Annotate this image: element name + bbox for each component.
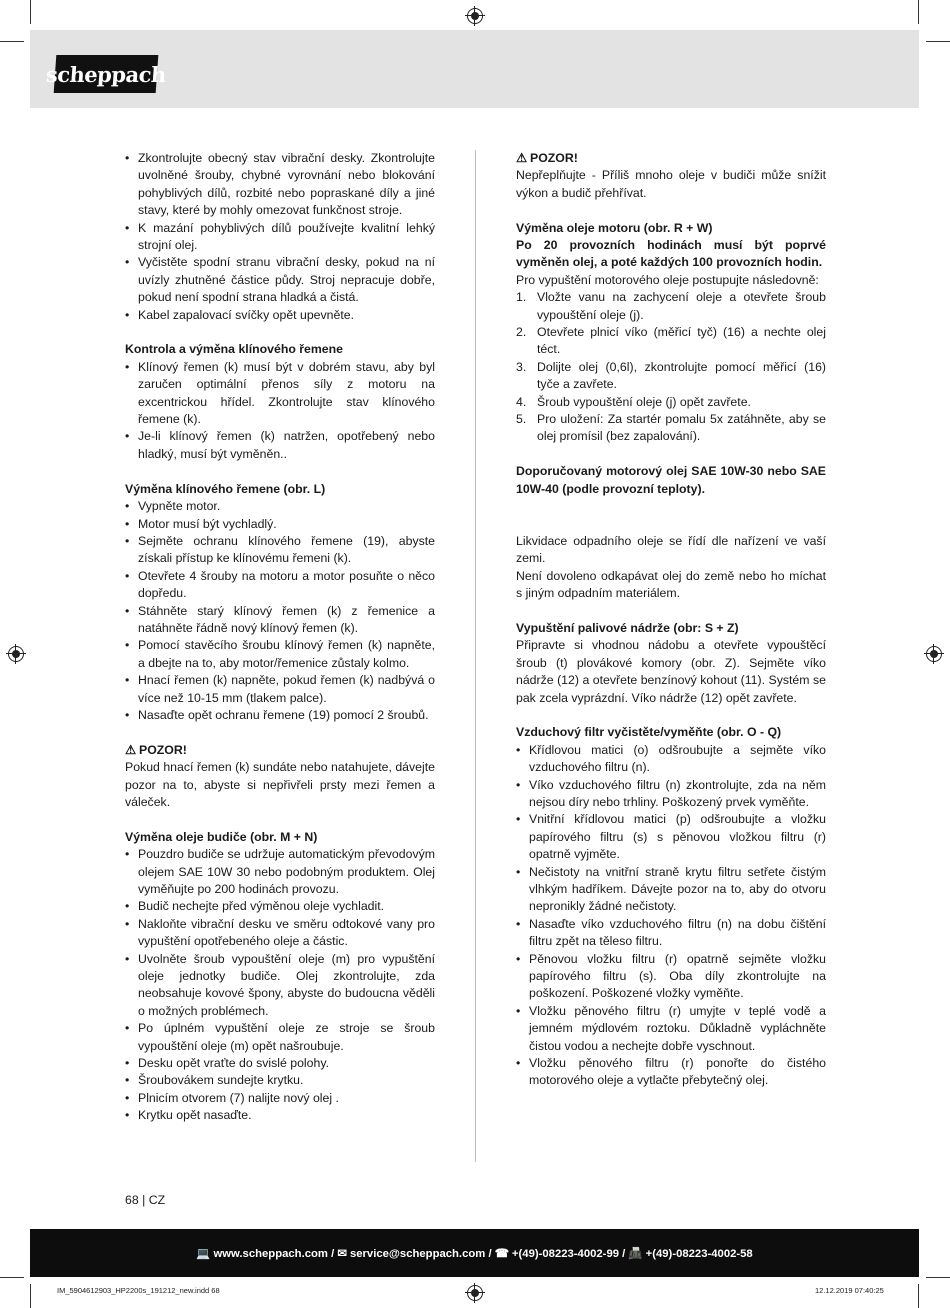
contact-line: 💻 www.scheppach.com / ✉ service@scheppach.com / ☎ +(49)-08223-4002-99 / 📠 +(49)-08223-4002-58 — [196, 1247, 753, 1260]
warning-triangle-icon: ⚠ — [516, 151, 528, 165]
list-item — [516, 289, 826, 324]
list-item: • Šroubovákem sundejte krytku. — [125, 1072, 435, 1089]
list-item: • Desku opět vraťte do svislé polohy. — [125, 1055, 435, 1072]
crop-mark — [918, 0, 919, 24]
list-item: • Nasaďte opět ochranu řemene (19) pomocí 2 šroubů. — [125, 707, 435, 724]
list-item: • Vyčistěte spodní stranu vibrační desky, pokud na ní uvízly zhutněné částice půdy. Stroj nepracuje dobře, pokud není spodní strana hladká a čistá. — [125, 254, 435, 306]
contact-footer — [30, 1229, 919, 1277]
print-file-info: IM_5904612903_HP2200s_191212_new.indd 68 — [57, 1286, 220, 1295]
warning-triangle-icon: ⚠ — [125, 742, 137, 757]
crop-mark — [30, 1284, 31, 1308]
page-number-value: 68 — [125, 1193, 139, 1207]
list-item: • Křídlovou matici (o) odšroubujte a sejměte víko vzduchového filtru (n). — [516, 742, 826, 777]
list-item: • K mazání pohyblivých dílů používejte kvalitní lehký strojní olej. — [125, 220, 435, 255]
section-heading: Výměna oleje motoru (obr. R + W) — [516, 220, 713, 235]
print-date-time: 12.12.2019 07:40:25 — [815, 1286, 884, 1295]
list-item: • Vypněte motor. — [125, 498, 435, 515]
list-item: • Uvolněte šroub vypouštění oleje (m) pro vypuštění oleje jednotky budiče. Olej zkontrolujte, zda neobsahuje kovové špony, abyste do budoucna věděli o možných problémech. — [125, 951, 435, 1021]
registration-mark-icon — [467, 8, 483, 24]
disposal-text: Není dovoleno odkapávat olej do země nebo ho míchat s jiným odpadním materiálem. — [516, 568, 826, 601]
list-item: • Klínový řemen (k) musí být v dobrém stavu, aby byl zaručen optimální přenos síly z motoru na excentrickou hřídel. Zkontrolujte stav klínového řemene (k). — [125, 359, 435, 429]
belt-replace-list — [125, 498, 435, 724]
list-item: • Nakloňte vibrační desku ve směru odtokové vany pro vypuštění opotřebeného oleje a částic. — [125, 916, 435, 951]
registration-mark-icon — [467, 1285, 483, 1301]
warning-title: POZOR! — [139, 742, 187, 757]
list-item: • Nečistoty na vnitřní straně krytu filtru setřete čistým vlhkým hadříkem. Dávejte pozor na to, aby do otvoru nepronikly žádné nečistoty. — [516, 864, 826, 916]
step-text: Vložte vanu na zachycení oleje a otevřete šroub vypouštění oleje (j). — [537, 290, 826, 322]
list-item: • Nasaďte víko vzduchového filtru (n) na dobu čištění filtru zpět na těleso filtru. — [516, 916, 826, 951]
list-item: • Pomocí stavěcího šroubu klínový řemen (k) napněte, a dbejte na to, aby motor/řemenice zůstaly kolmo. — [125, 637, 435, 672]
step-number: 5. — [516, 412, 527, 427]
list-item: • Budič nechejte před výměnou oleje vychladit. — [125, 898, 435, 915]
right-column — [516, 150, 826, 1090]
step-text: Šroub vypouštění oleje (j) opět zavřete. — [537, 394, 751, 409]
scheppach-logo: scheppach — [54, 55, 159, 93]
disposal-text: Likvidace odpadního oleje se řídí dle nařízení ve vaší zemi. — [516, 533, 826, 566]
section-heading: Výměna oleje budiče (obr. M + N) — [125, 829, 318, 844]
crop-mark — [0, 1277, 24, 1278]
list-item: • Plnicím otvorem (7) nalijte nový olej . — [125, 1090, 435, 1107]
page-number: 68 | CZ — [125, 1193, 166, 1207]
intro-list — [125, 150, 435, 324]
list-item — [516, 359, 826, 394]
crop-mark — [926, 1277, 950, 1278]
air-filter-list — [516, 742, 826, 1090]
step-number: 3. — [516, 359, 527, 374]
registration-mark-icon — [926, 646, 942, 662]
step-number: 1. — [516, 290, 527, 305]
crop-mark — [30, 0, 31, 24]
list-item: • Stáhněte starý klínový řemen (k) z řemenice a natáhněte řádně nový klínový řemen (k). — [125, 603, 435, 638]
registration-mark-icon — [8, 646, 24, 662]
warning-text: Nepřeplňujte - Příliš mnoho oleje v budiči může snížit výkon a budič přehřívat. — [516, 168, 826, 200]
section-heading: Výměna klínového řemene (obr. L) — [125, 481, 326, 496]
list-item: • Pouzdro budiče se udržuje automatickým převodovým olejem SAE 10W 30 nebo podobným produktem. Olej vyměňujte po 200 hodinách provozu. — [125, 846, 435, 898]
list-item: • Sejměte ochranu klínového řemene (19), abyste získali přístup ke klínovému řemeni (k). — [125, 533, 435, 568]
exciter-oil-list — [125, 846, 435, 1125]
step-text: Dolijte olej (0,6l), zkontrolujte pomocí měřicí (16) tyče a zavřete. — [537, 359, 826, 392]
step-text: Pro uložení: Za startér pomalu 5x zatáhněte, aby se olej promísil (bez zapalování). — [537, 412, 826, 444]
warning-heading — [516, 150, 826, 167]
crop-mark — [0, 41, 24, 42]
section-heading: Vzduchový filtr vyčistěte/vyměňte (obr. O - Q) — [516, 725, 782, 740]
belt-check-list — [125, 359, 435, 463]
crop-mark — [918, 1284, 919, 1308]
list-item: • Vložku pěnového filtru (r) umyjte v teplé vodě a jemném mýdlovém roztoku. Důkladně vypláchněte čistou vodou a nechejte dobře vyschnout. — [516, 1003, 826, 1055]
list-item — [516, 411, 826, 446]
list-item: • Víko vzduchového filtru (n) zkontrolujte, zda na něm nejsou díry nebo trhliny. Poškozený prvek vyměňte. — [516, 777, 826, 812]
warning-title: POZOR! — [530, 151, 578, 165]
list-item: • Krytku opět nasaďte. — [125, 1107, 435, 1124]
list-item: • Pěnovou vložku filtru (r) opatrně sejměte vložku papírového filtru (s). Oba díly zkontrolujte na poškození. Poškozené vložky vyměňte. — [516, 951, 826, 1003]
left-column — [125, 150, 435, 1125]
oil-interval-text: Po 20 provozních hodinách musí být poprvé vyměněn olej, a poté každých 100 provozních hodin. — [516, 238, 826, 270]
list-item: • Po úplném vypuštění oleje ze stroje se šroub vypouštění oleje (m) opět našroubuje. — [125, 1020, 435, 1055]
list-item: • Zkontrolujte obecný stav vibrační desky. Zkontrolujte uvolněné šrouby, chybné vyrovnání nebo blokování pohyblivých dílů, rozbité nebo popraskané díly a jiné stavy, které by mohly omezovat funkčnost stroje. — [125, 150, 435, 220]
step-number: 4. — [516, 394, 527, 409]
section-heading: Vypuštění palivové nádrže (obr: S + Z) — [516, 620, 739, 635]
warning-heading — [125, 742, 435, 759]
step-number: 2. — [516, 325, 527, 340]
oil-intro-text: Pro vypuštění motorového oleje postupujte následovně: — [516, 272, 819, 287]
list-item: • Otevřete 4 šrouby na motoru a motor posuňte o něco dopředu. — [125, 568, 435, 603]
list-item: • Vnitřní křídlovou matici (p) odšroubujte a vložku papírového filtru (s) s pěnovou vložkou filtru (r) opatrně vyjměte. — [516, 811, 826, 863]
fuel-tank-text: Připravte si vhodnou nádobu a otevřete vypouštěcí šroub (t) plovákové komory (obr. Z). Sejměte víko nádrže (12) a otevřete benzínový kohout (11). Systém se pak zcela vyprázdní. Víko nádrže (12) opět zavřete. — [516, 638, 826, 705]
language-code: CZ — [148, 1193, 166, 1207]
column-divider — [475, 150, 476, 1162]
list-item: • Kabel zapalovací svíčky opět upevněte. — [125, 307, 435, 324]
warning-text: Pokud hnací řemen (k) sundáte nebo natahujete, dávejte pozor na to, abyste si nepřivřeli prsty mezi řemen a váleček. — [125, 760, 435, 809]
list-item: • Je-li klínový řemen (k) natržen, opotřebený nebo hladký, musí být vyměněn.. — [125, 428, 435, 463]
recommended-oil-text: Doporučovaný motorový olej SAE 10W-30 nebo SAE 10W-40 (podle provozní teploty). — [516, 464, 826, 496]
section-heading: Kontrola a výměna klínového řemene — [125, 342, 343, 357]
oil-steps-list — [516, 289, 826, 446]
list-item: • Motor musí být vychladlý. — [125, 516, 435, 533]
step-text: Otevřete plnicí víko (měřicí tyč) (16) a nechte olej téct. — [537, 325, 826, 357]
list-item: • Vložku pěnového filtru (r) ponořte do čistého motorového oleje a vytlačte přebytečný olej. — [516, 1055, 826, 1090]
list-item — [516, 324, 826, 359]
list-item: • Hnací řemen (k) napněte, pokud řemen (k) nadbývá o více než 10-15 mm (tlakem palce). — [125, 672, 435, 707]
crop-mark — [926, 41, 950, 42]
list-item — [516, 394, 826, 411]
